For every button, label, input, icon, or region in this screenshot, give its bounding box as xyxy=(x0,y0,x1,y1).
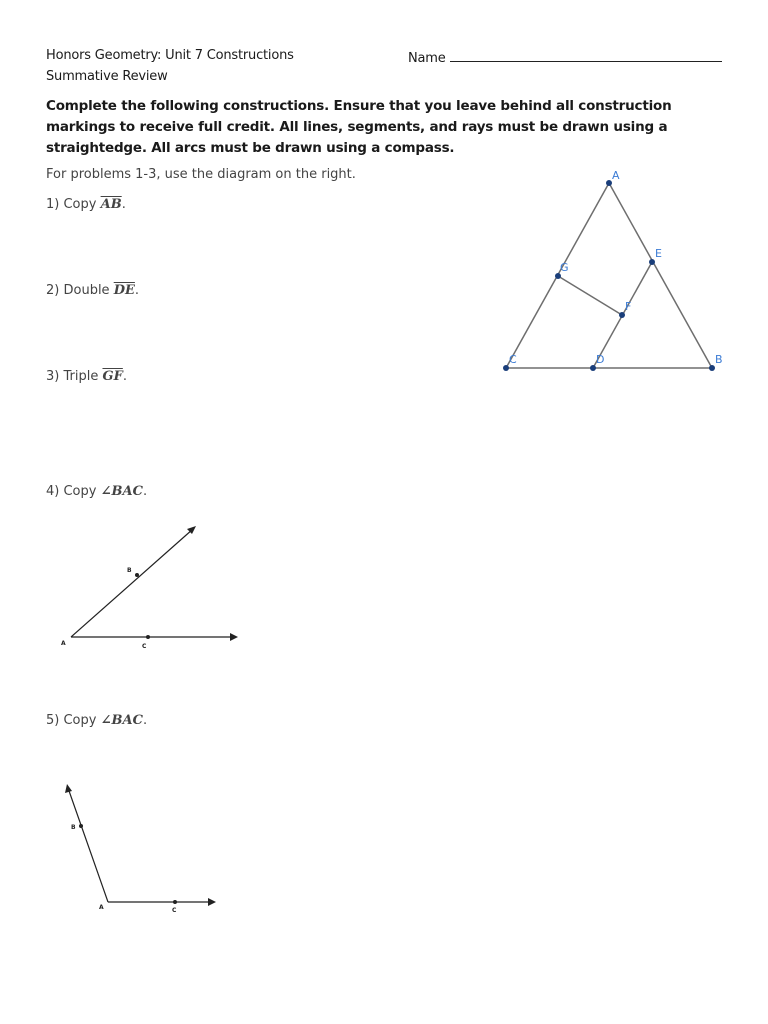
label-a: A xyxy=(99,904,104,911)
problem-end: . xyxy=(121,197,126,212)
problem-4 xyxy=(46,484,147,499)
label-b: B xyxy=(127,567,132,574)
point-c xyxy=(146,635,150,639)
point-c xyxy=(173,900,177,904)
label-g: G xyxy=(560,261,569,274)
problem-end: . xyxy=(142,713,148,728)
point-b xyxy=(135,573,139,577)
angle-5-diagram xyxy=(55,780,230,920)
ray-ac-arrowhead xyxy=(230,633,238,641)
problem-number: 3) xyxy=(46,369,60,384)
course-title: Honors Geometry: Unit 7 Constructions xyxy=(46,48,294,63)
segment-gf-line xyxy=(558,276,622,315)
label-a: A xyxy=(612,169,620,182)
problem-1 xyxy=(46,197,126,212)
problem-end: . xyxy=(134,283,140,298)
diagram-note: For problems 1-3, use the diagram on the right. xyxy=(46,167,356,182)
ray-ab xyxy=(71,529,193,637)
problem-verb: Copy xyxy=(63,713,97,728)
ray-ab xyxy=(68,788,108,902)
segment-ab-line xyxy=(609,183,712,368)
problem-5 xyxy=(46,713,147,728)
problem-end: . xyxy=(122,369,127,384)
angle-4-diagram xyxy=(55,515,250,655)
problem-3 xyxy=(46,369,127,384)
segment-de: $\overline{DE}$ xyxy=(113,283,135,298)
label-e: E xyxy=(655,247,662,260)
label-b: B xyxy=(71,824,76,831)
label-b: B xyxy=(715,353,723,366)
problem-verb: Double xyxy=(63,283,110,298)
point-b xyxy=(79,824,83,828)
problem-verb: Copy xyxy=(63,197,97,212)
instructions: Complete the following constructions. Ensure that you leave behind all construction markings to receive full credit. All lines, segments, and rays must be drawn using a straightedge. All arcs must be drawn using a compass. xyxy=(46,98,672,156)
problem-verb: Triple xyxy=(63,369,99,384)
problem-2 xyxy=(46,283,139,298)
page-subtitle: Summative Review xyxy=(46,69,168,84)
segment-ab: $\overline{AB}$ xyxy=(100,197,122,212)
ray-ac-arrowhead xyxy=(208,898,216,906)
segment-gf: $\overline{GF}$ xyxy=(102,369,123,384)
problem-number: 1) xyxy=(46,197,60,212)
label-c: C xyxy=(172,907,177,914)
ray-ab-arrowhead xyxy=(65,784,72,793)
name-blank-line[interactable] xyxy=(450,48,722,62)
label-f: F xyxy=(625,300,632,313)
problem-number: 5) xyxy=(46,713,60,728)
angle-bac: ∠BAC xyxy=(100,484,143,499)
problem-number: 2) xyxy=(46,283,60,298)
name-field[interactable] xyxy=(408,48,722,66)
label-d: D xyxy=(596,353,605,366)
problem-verb: Copy xyxy=(63,484,97,499)
problem-number: 4) xyxy=(46,484,60,499)
label-a: A xyxy=(61,640,66,647)
problem-end: . xyxy=(142,484,148,499)
label-c: C xyxy=(142,643,147,650)
label-c: C xyxy=(509,353,517,366)
angle-bac: ∠BAC xyxy=(100,713,143,728)
triangle-diagram xyxy=(490,165,740,385)
name-label: Name xyxy=(408,51,446,66)
